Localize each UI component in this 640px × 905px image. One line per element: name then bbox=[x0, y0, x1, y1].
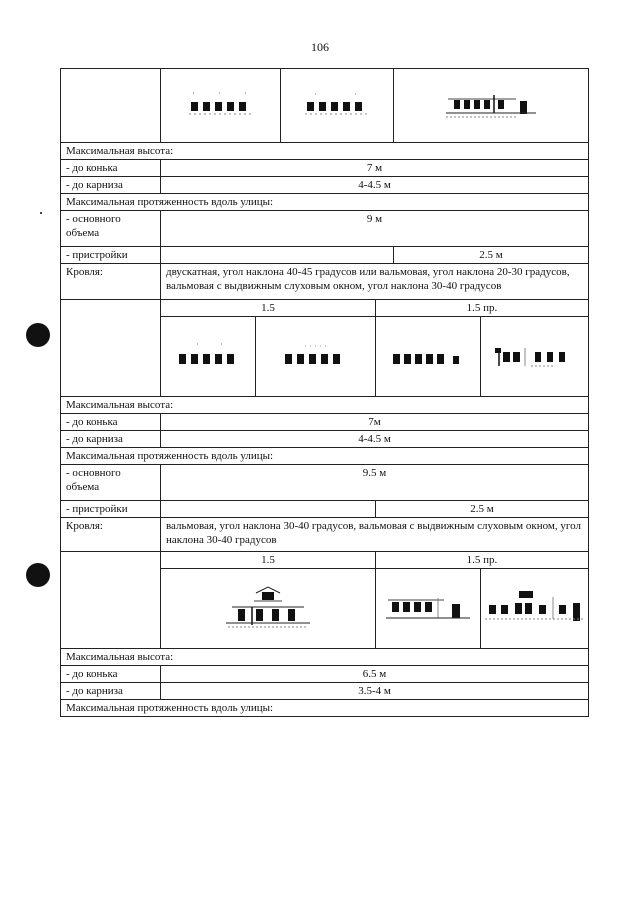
facade-drawing-gable bbox=[189, 92, 253, 116]
facade-drawing-dormer-extension bbox=[485, 587, 585, 627]
facade-cell bbox=[376, 569, 481, 649]
max-length-label: Максимальная протяженность вдоль улицы: bbox=[61, 194, 589, 211]
facade-drawing-long bbox=[391, 342, 465, 368]
facade-cell bbox=[394, 69, 589, 143]
eaves-value: 4-4.5 м bbox=[161, 177, 589, 194]
eaves-label: - до карниза bbox=[61, 683, 161, 700]
facade-cell bbox=[281, 69, 394, 143]
extension-empty bbox=[161, 247, 394, 264]
max-height-label: Максимальная высота: bbox=[61, 649, 589, 666]
ridge-label: - до конька bbox=[61, 160, 161, 177]
facade-drawing-extension bbox=[386, 590, 470, 624]
extension-value: 2.5 м bbox=[376, 501, 589, 518]
max-height-label: Максимальная высота: bbox=[61, 397, 589, 414]
regulations-table bbox=[60, 68, 589, 717]
column-header-b: 1.5 пр. bbox=[376, 300, 589, 317]
scan-speck bbox=[40, 212, 42, 214]
facade-drawing-hip bbox=[283, 342, 349, 368]
column-header-a: 1.5 bbox=[161, 300, 376, 317]
roof-label: Кровля: bbox=[61, 518, 161, 552]
ridge-label: - до конька bbox=[61, 414, 161, 431]
ridge-value: 6.5 м bbox=[161, 666, 589, 683]
facade-label-cell bbox=[61, 300, 161, 397]
facade-cell bbox=[376, 317, 481, 397]
ridge-value: 7 м bbox=[161, 160, 589, 177]
punch-hole bbox=[26, 563, 50, 587]
column-header-a: 1.5 bbox=[161, 552, 376, 569]
max-length-label: Максимальная протяженность вдоль улицы: bbox=[61, 700, 589, 717]
main-volume-value: 9 м bbox=[161, 211, 589, 247]
eaves-value: 4-4.5 м bbox=[161, 431, 589, 448]
facade-cell bbox=[161, 317, 256, 397]
facade-label-cell bbox=[61, 552, 161, 649]
column-header-b: 1.5 пр. bbox=[376, 552, 589, 569]
main-volume-label: - основного объема bbox=[61, 465, 161, 501]
eaves-label: - до карниза bbox=[61, 431, 161, 448]
roof-value: вальмовая, угол наклона 30-40 градусов, вальмовая с выдвижным слуховым окном, угол наклона 30-40 градусов bbox=[161, 518, 589, 552]
max-height-label: Максимальная высота: bbox=[61, 143, 589, 160]
facade-cell bbox=[256, 317, 376, 397]
facade-drawing-dormer bbox=[226, 585, 310, 629]
extension-empty bbox=[161, 501, 376, 518]
eaves-value: 3.5-4 м bbox=[161, 683, 589, 700]
punch-hole bbox=[26, 323, 50, 347]
page-number: 106 bbox=[311, 40, 329, 54]
extension-label: - пристройки bbox=[61, 247, 161, 264]
facade-cell bbox=[481, 569, 589, 649]
main-volume-value: 9.5 м bbox=[161, 465, 589, 501]
facade-row-1 bbox=[61, 69, 589, 143]
roof-label: Кровля: bbox=[61, 264, 161, 300]
facade-cell bbox=[481, 317, 589, 397]
ridge-value: 7м bbox=[161, 414, 589, 431]
facade-drawing-hip bbox=[305, 92, 369, 116]
facade-drawing-extension bbox=[446, 89, 536, 119]
facade-drawing-extension bbox=[493, 340, 577, 370]
eaves-label: - до карниза bbox=[61, 177, 161, 194]
ridge-label: - до конька bbox=[61, 666, 161, 683]
facade-drawing-gable bbox=[177, 342, 239, 368]
extension-value: 2.5 м bbox=[394, 247, 589, 264]
max-length-label: Максимальная протяженность вдоль улицы: bbox=[61, 448, 589, 465]
extension-label: - пристройки bbox=[61, 501, 161, 518]
facade-cell bbox=[161, 69, 281, 143]
roof-value: двускатная, угол наклона 40-45 градусов или вальмовая, угол наклона 20-30 градусов, вальмовая с выдвижным слуховым окном, угол наклона 30-40 градусов bbox=[161, 264, 589, 300]
section-header-row bbox=[61, 143, 589, 160]
facade-cell-empty bbox=[61, 69, 161, 143]
facade-cell bbox=[161, 569, 376, 649]
main-volume-label: - основного объема bbox=[61, 211, 161, 247]
